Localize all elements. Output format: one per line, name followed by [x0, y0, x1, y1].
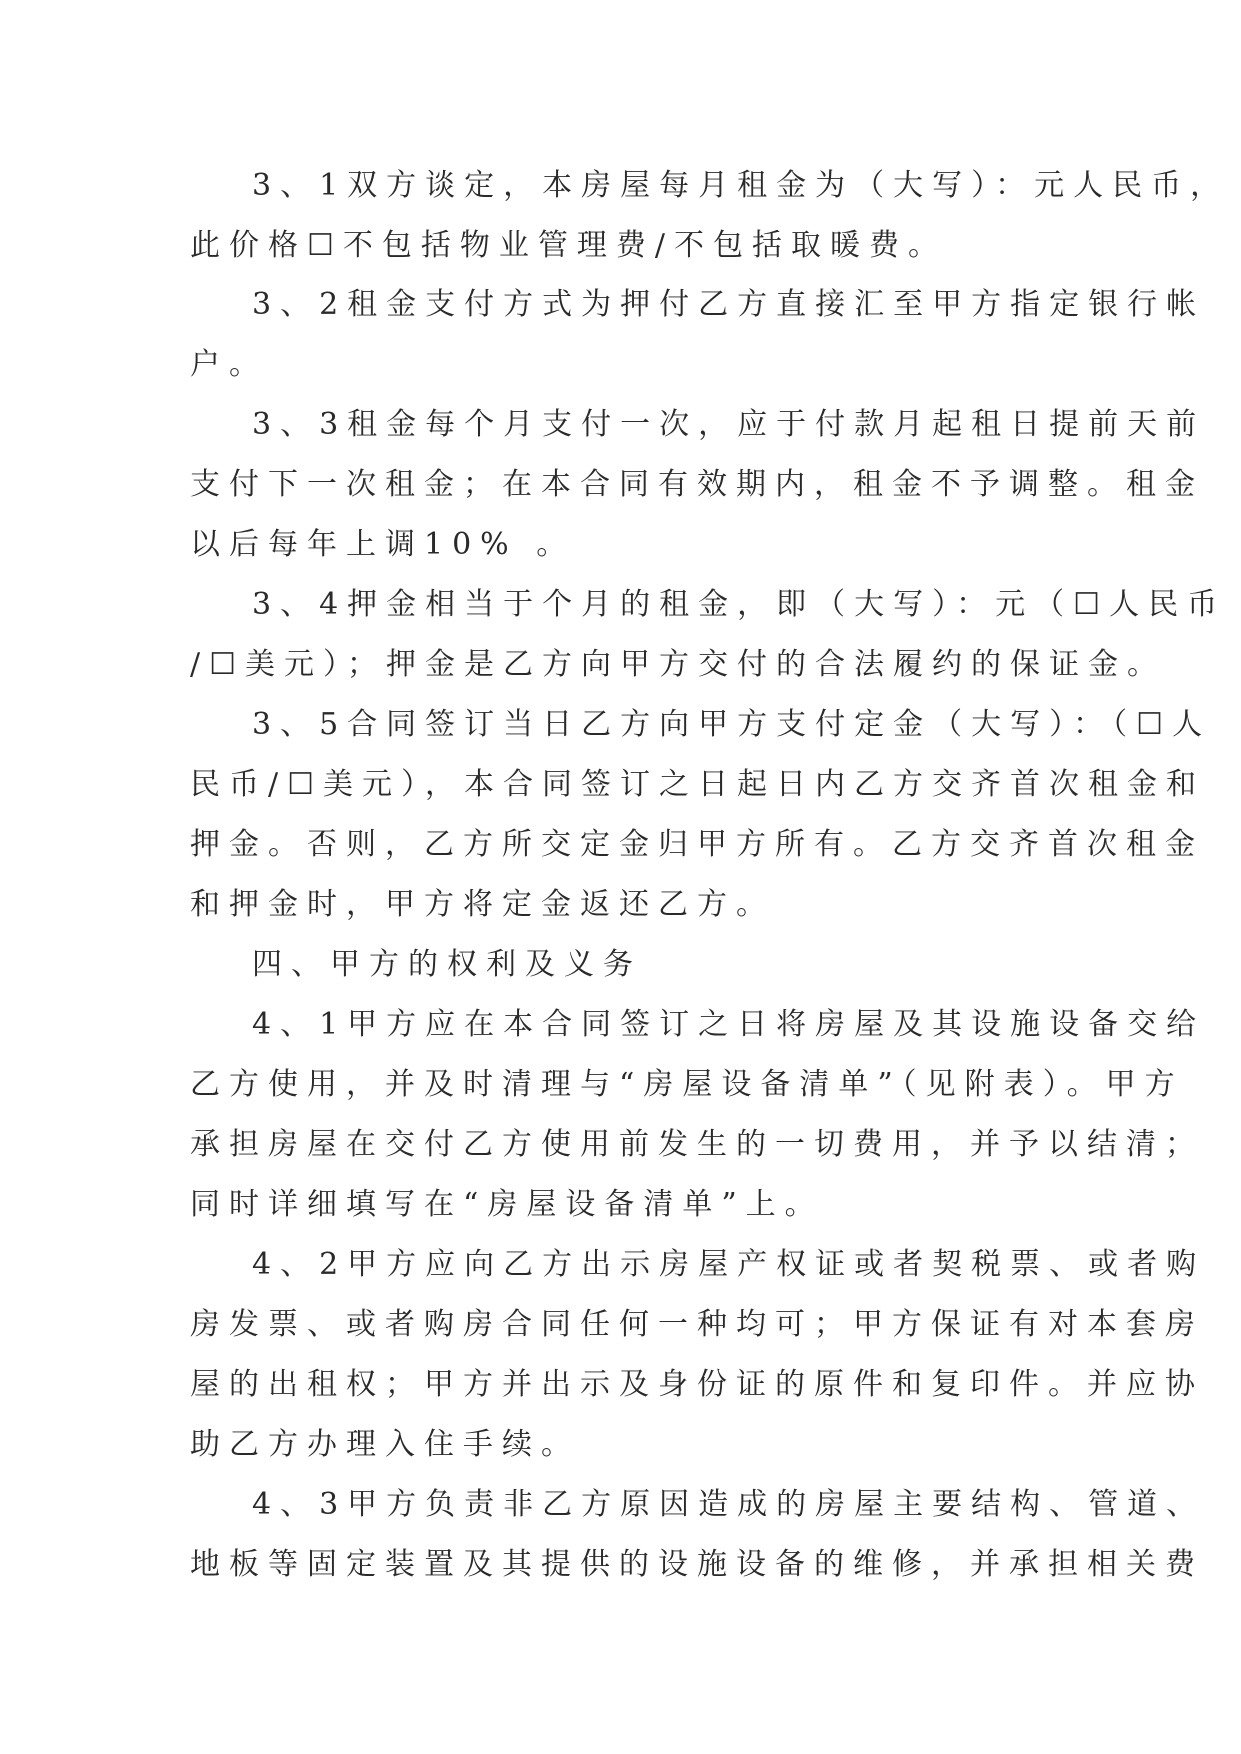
clause-4-2-line-3: 屋的出租权；甲方并出示及身份证的原件和复印件。并应协 — [190, 1367, 1204, 1402]
clause-4-2-line-2: 房发票、或者购房合同任何一种均可；甲方保证有对本套房 — [190, 1307, 1204, 1342]
clause-3-5-line-2: 民币/☐美元），本合同签订之日起日内乙方交齐首次租金和 — [190, 767, 1206, 802]
clause-4-3-line-2: 地板等固定装置及其提供的设施设备的维修，并承担相关费 — [190, 1547, 1204, 1582]
clause-4-1-line-3: 承担房屋在交付乙方使用前发生的一切费用，并予以结清； — [190, 1127, 1204, 1162]
clause-3-4-line-2: /☐美元）；押金是乙方向甲方交付的合法履约的保证金。 — [190, 647, 1167, 682]
clause-4-1-line-1: 4、1甲方应在本合同签订之日将房屋及其设施设备交给 — [252, 1007, 1206, 1042]
clause-3-5-line-3: 押金。否则，乙方所交定金归甲方所有。乙方交齐首次租金 — [190, 827, 1204, 862]
clause-3-5-line-1: 3、5合同签订当日乙方向甲方支付定金（大写）：（☐人 — [252, 707, 1212, 742]
clause-3-2-line-1: 3、2租金支付方式为押付乙方直接汇至甲方指定银行帐 — [252, 287, 1206, 322]
clause-4-1-line-2: 乙方使用，并及时清理与“房屋设备清单”（见附表）。甲方 — [190, 1067, 1184, 1102]
clause-3-4-line-1: 3、4押金相当于个月的租金，即（大写）：元（☐人民币 — [252, 587, 1227, 622]
clause-4-2-line-1: 4、2甲方应向乙方出示房屋产权证或者契税票、或者购 — [252, 1247, 1206, 1282]
clause-3-5-line-4: 和押金时，甲方将定金返还乙方。 — [190, 887, 775, 922]
clause-3-3-line-3: 以后每年上调10% 。 — [190, 527, 576, 562]
clause-3-3-line-2: 支付下一次租金；在本合同有效期内，租金不予调整。租金 — [190, 467, 1204, 502]
clause-4-1-line-4: 同时详细填写在“房屋设备清单”上。 — [190, 1187, 824, 1222]
clause-4-2-line-4: 助乙方办理入住手续。 — [190, 1427, 580, 1462]
clause-3-1-line-1: 3、1双方谈定，本房屋每月租金为（大写）：元人民币， — [252, 168, 1230, 203]
clause-3-2-line-2: 户。 — [190, 347, 268, 382]
clause-4-3-line-1: 4、3甲方负责非乙方原因造成的房屋主要结构、管道、 — [252, 1487, 1206, 1522]
clause-3-1-line-2: 此价格☐不包括物业管理费/不包括取暖费。 — [190, 228, 948, 263]
section-4-heading: 四、甲方的权利及义务 — [252, 947, 642, 982]
clause-3-3-line-1: 3、3租金每个月支付一次，应于付款月起租日提前天前 — [252, 407, 1206, 442]
